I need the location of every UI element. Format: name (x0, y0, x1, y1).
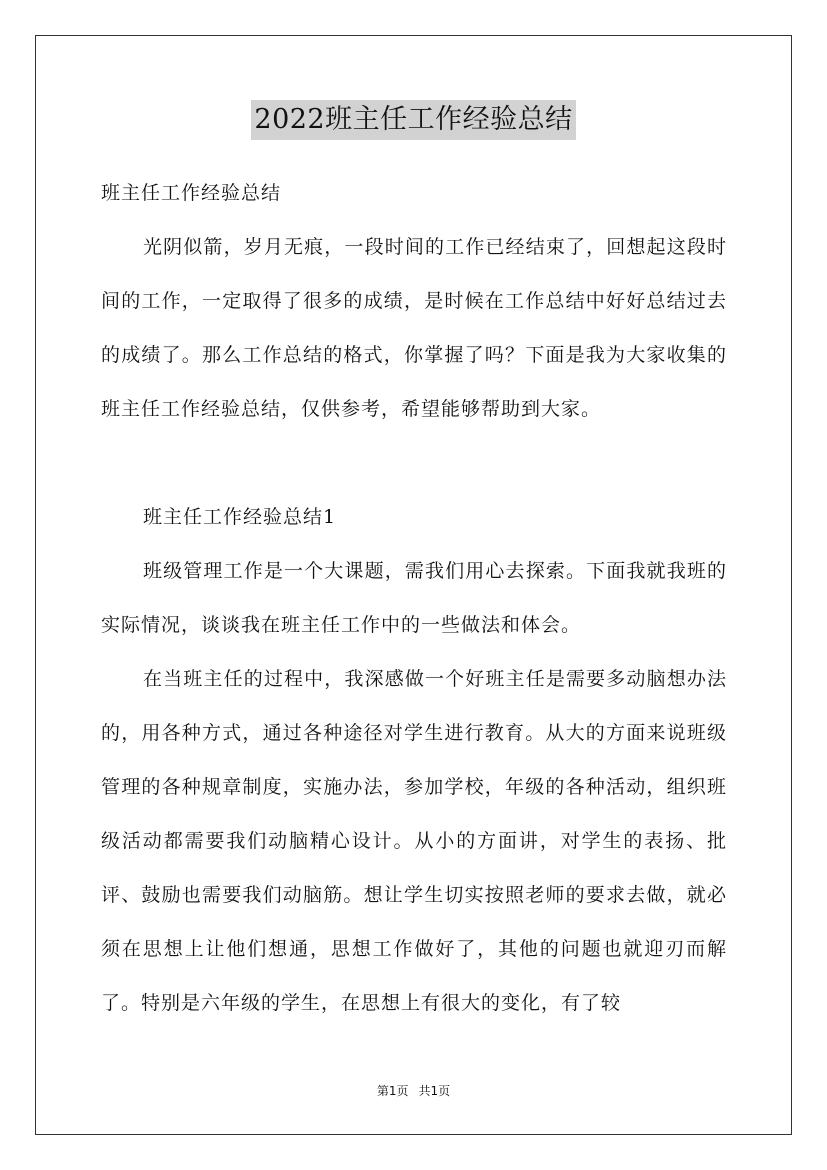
section-heading: 班主任工作经验总结1 (143, 506, 337, 528)
page-footer (0, 1083, 827, 1099)
body-paragraph: 班级管理工作是一个大课题，需我们用心去探索。下面我就我班的实际情况，谈谈我在班主任工作中的一些做法和体会。 (101, 560, 727, 636)
document-body (101, 166, 727, 1030)
document-subtitle: 班主任工作经验总结 (101, 182, 282, 204)
intro-paragraph: 光阴似箭，岁月无痕，一段时间的工作已经结束了，回想起这段时间的工作，一定取得了很多的成绩，是时候在工作总结中好好总结过去的成绩了。那么工作总结的格式，你掌握了吗？下面是我为大家收集的班主任工作经验总结，仅供参考，希望能够帮助到大家。 (101, 236, 727, 420)
body-paragraph: 在当班主任的过程中，我深感做一个好班主任是需要多动脑想办法的，用各种方式，通过各种途径对学生进行教育。从大的方面来说班级管理的各种规章制度，实施办法，参加学校，年级的各种活动，组织班级活动都需要我们动脑精心设计。从小的方面讲，对学生的表扬、批评、鼓励也需要我们动脑筋。想让学生切实按照老师的要求去做，就必须在思想上让他们想通，思想工作做好了，其他的问题也就迎刃而解了。特别是六年级的学生，在思想上有很大的变化，有了较 (101, 668, 727, 1014)
blank-line (101, 436, 727, 490)
title-container (0, 100, 827, 140)
document-title: 2022班主任工作经验总结 (251, 100, 575, 140)
page-number: 第1页 (376, 1084, 409, 1098)
page-total: 共1页 (418, 1084, 451, 1098)
